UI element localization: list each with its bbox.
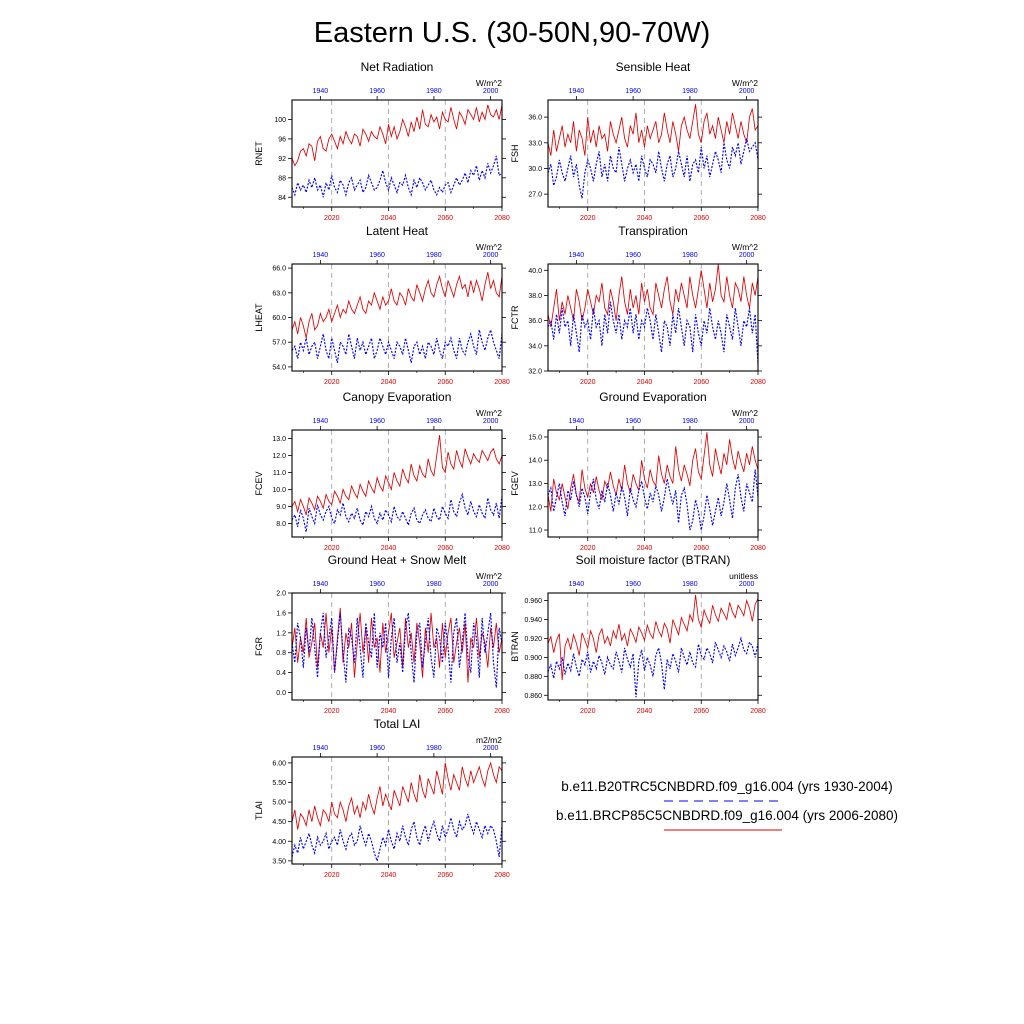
x-tick-label-bottom: 2080 <box>750 215 766 222</box>
y-tick-label: 6.00 <box>272 760 286 768</box>
x-tick-label-bottom: 2040 <box>380 872 397 879</box>
y-tick-label: 1.2 <box>276 630 286 638</box>
y-axis-label: FGEV <box>510 471 520 496</box>
plot-frame <box>548 100 758 207</box>
y-tick-label: 30.0 <box>528 165 542 173</box>
panel-fctr <box>510 224 766 386</box>
y-tick-label: 13.0 <box>272 435 286 443</box>
x-tick-label-top: 1960 <box>369 252 385 259</box>
x-tick-label-bottom: 2060 <box>693 545 710 552</box>
series-line-historical <box>548 638 758 697</box>
x-tick-label-top: 1960 <box>369 418 385 425</box>
x-tick-label-top: 2000 <box>482 418 499 425</box>
panel-title: Transpiration <box>618 224 688 238</box>
x-tick-label-top: 1980 <box>682 581 698 588</box>
y-tick-label: 0.900 <box>524 654 542 662</box>
x-tick-label-top: 1940 <box>312 252 329 259</box>
x-tick-label-top: 1960 <box>625 252 641 259</box>
y-tick-label: 0.960 <box>524 598 542 606</box>
panel-title: Ground Heat + Snow Melt <box>327 553 467 567</box>
y-tick-label: 11.0 <box>528 527 542 535</box>
y-tick-label: 60.0 <box>272 315 286 322</box>
y-tick-label: 14.0 <box>528 457 542 465</box>
x-tick-label-bottom: 2060 <box>437 379 454 386</box>
x-tick-label-bottom: 2080 <box>494 872 510 879</box>
y-tick-label: 33.0 <box>528 140 542 148</box>
x-tick-label-top: 2000 <box>738 252 755 259</box>
plot-frame <box>292 264 502 371</box>
y-tick-label: 32.0 <box>528 368 542 376</box>
y-tick-label: 9.0 <box>276 503 286 511</box>
panel-units: W/m^2 <box>475 408 502 418</box>
y-tick-label: 0.940 <box>524 617 542 625</box>
series-line-future <box>292 272 502 338</box>
x-tick-label-bottom: 2040 <box>636 379 653 386</box>
panel-units: unitless <box>729 571 758 581</box>
x-tick-label-bottom: 2020 <box>323 545 340 552</box>
legend <box>556 779 898 830</box>
y-axis-label: TLAI <box>254 800 264 821</box>
y-tick-label: 57.0 <box>272 339 286 347</box>
series-line-future <box>548 595 758 680</box>
x-tick-label-bottom: 2020 <box>579 215 596 222</box>
y-tick-label: 0.8 <box>276 650 286 658</box>
x-tick-label-bottom: 2040 <box>380 545 397 552</box>
series-line-historical <box>292 495 502 532</box>
y-axis-label: BTRAN <box>510 631 520 662</box>
y-tick-label: 0.860 <box>524 692 542 700</box>
panel-units: W/m^2 <box>731 78 758 88</box>
x-tick-label-bottom: 2060 <box>693 215 710 222</box>
y-tick-label: 92 <box>278 155 286 163</box>
y-axis-label: FCEV <box>254 471 264 496</box>
x-tick-label-bottom: 2020 <box>323 379 340 386</box>
y-axis-label: RNET <box>254 141 264 166</box>
panel-title: Sensible Heat <box>615 60 691 74</box>
x-tick-label-bottom: 2080 <box>494 215 510 222</box>
x-tick-label-bottom: 2020 <box>323 708 340 715</box>
y-axis-label: FSH <box>510 144 520 163</box>
x-tick-label-bottom: 2080 <box>494 379 510 386</box>
panel-units: W/m^2 <box>731 242 758 252</box>
x-tick-label-top: 1940 <box>568 88 585 95</box>
y-tick-label: 84 <box>278 194 286 202</box>
y-tick-label: 36.0 <box>528 114 542 122</box>
x-tick-label-top: 1980 <box>426 581 442 588</box>
x-tick-label-top: 2000 <box>482 581 499 588</box>
x-tick-label-top: 1960 <box>369 581 385 588</box>
x-tick-label-top: 2000 <box>738 418 755 425</box>
series-line-historical <box>548 139 758 199</box>
y-tick-label: 96 <box>278 136 286 144</box>
legend-historical-label: b.e11.B20TRC5CNBDRD.f09_g16.004 (yrs 1930-2004) <box>561 779 893 794</box>
panel-btran <box>510 553 766 715</box>
x-tick-label-top: 1980 <box>426 252 442 259</box>
y-tick-label: 38.0 <box>528 292 542 300</box>
series-line-historical <box>292 613 502 688</box>
x-tick-label-top: 2000 <box>738 581 755 588</box>
x-tick-label-top: 1980 <box>426 745 442 752</box>
y-tick-label: 63.0 <box>272 290 286 298</box>
y-tick-label: 12.0 <box>528 504 542 512</box>
y-tick-label: 0.880 <box>524 673 542 681</box>
y-tick-label: 27.0 <box>528 191 542 199</box>
x-tick-label-bottom: 2060 <box>693 708 710 715</box>
panel-fgr <box>254 553 510 715</box>
y-tick-label: 5.00 <box>272 799 286 807</box>
panel-title: Ground Evaporation <box>599 390 707 404</box>
series-line-historical <box>292 330 502 363</box>
panel-units: W/m^2 <box>475 242 502 252</box>
x-tick-label-top: 1960 <box>369 88 385 95</box>
x-tick-label-bottom: 2060 <box>437 872 454 879</box>
x-tick-label-bottom: 2080 <box>750 708 766 715</box>
y-tick-label: 88 <box>278 175 286 183</box>
x-tick-label-bottom: 2020 <box>579 708 596 715</box>
x-tick-label-bottom: 2040 <box>636 708 653 715</box>
y-tick-label: 13.0 <box>528 481 542 488</box>
x-tick-label-top: 2000 <box>482 252 499 259</box>
x-tick-label-top: 2000 <box>482 745 499 752</box>
x-tick-label-top: 1940 <box>312 581 329 588</box>
y-axis-label: LHEAT <box>254 303 264 332</box>
x-tick-label-bottom: 2080 <box>494 545 510 552</box>
y-tick-label: 0.4 <box>276 670 286 678</box>
x-tick-label-top: 1940 <box>312 88 329 95</box>
y-tick-label: 40.0 <box>528 267 542 275</box>
y-tick-label: 4.50 <box>272 819 286 827</box>
x-tick-label-top: 1940 <box>568 252 585 259</box>
x-tick-label-bottom: 2080 <box>750 379 766 386</box>
y-tick-label: 0.920 <box>524 635 542 643</box>
y-tick-label: 100 <box>274 116 286 124</box>
x-tick-label-top: 1960 <box>369 745 385 752</box>
y-tick-label: 3.50 <box>272 858 286 866</box>
y-axis-label: FCTR <box>510 305 520 330</box>
x-tick-label-bottom: 2040 <box>380 215 397 222</box>
panel-rnet <box>254 60 510 222</box>
x-tick-label-bottom: 2060 <box>693 379 710 386</box>
y-tick-label: 54.0 <box>272 364 286 372</box>
y-tick-label: 10.0 <box>272 486 286 494</box>
x-tick-label-bottom: 2060 <box>437 708 454 715</box>
plot-frame <box>548 593 758 700</box>
x-tick-label-bottom: 2020 <box>579 379 596 386</box>
x-tick-label-top: 1980 <box>682 252 698 259</box>
y-tick-label: 1.6 <box>276 610 286 618</box>
x-tick-label-top: 1960 <box>625 581 641 588</box>
x-tick-label-bottom: 2040 <box>636 545 653 552</box>
panel-fsh <box>510 60 766 222</box>
series-line-future <box>292 763 502 830</box>
series-line-future <box>292 105 502 166</box>
x-tick-label-bottom: 2060 <box>437 545 454 552</box>
panel-units: m2/m2 <box>476 735 502 745</box>
series-line-historical <box>292 814 502 861</box>
x-tick-label-bottom: 2040 <box>380 379 397 386</box>
panel-title: Canopy Evaporation <box>342 390 452 404</box>
panel-fgev <box>510 390 766 552</box>
y-tick-label: 12.0 <box>272 452 286 460</box>
y-tick-label: 5.50 <box>272 779 286 787</box>
panel-units: W/m^2 <box>475 571 502 581</box>
series-line-future <box>548 104 758 155</box>
x-tick-label-top: 1960 <box>625 88 641 95</box>
x-tick-label-top: 1980 <box>682 418 698 425</box>
x-tick-label-bottom: 2080 <box>494 708 510 715</box>
panel-lheat <box>254 224 510 386</box>
x-tick-label-top: 2000 <box>482 88 499 95</box>
x-tick-label-bottom: 2040 <box>636 215 653 222</box>
x-tick-label-top: 1980 <box>426 88 442 95</box>
x-tick-label-bottom: 2060 <box>437 215 454 222</box>
y-tick-label: 0.0 <box>276 690 286 698</box>
y-tick-label: 11.0 <box>272 469 286 477</box>
x-tick-label-bottom: 2080 <box>750 545 766 552</box>
y-tick-label: 34.0 <box>528 343 542 351</box>
x-tick-label-bottom: 2020 <box>579 545 596 552</box>
x-tick-label-top: 1980 <box>682 88 698 95</box>
panel-title: Total LAI <box>373 717 421 731</box>
x-tick-label-top: 1940 <box>312 745 329 752</box>
y-tick-label: 8.0 <box>276 520 286 528</box>
panel-title: Soil moisture factor (BTRAN) <box>575 553 731 567</box>
x-tick-label-bottom: 2020 <box>323 872 340 879</box>
series-line-historical <box>292 156 502 197</box>
panel-tlai <box>254 717 510 879</box>
x-tick-label-top: 2000 <box>738 88 755 95</box>
panel-title: Net Radiation <box>360 60 434 74</box>
figure-title: Eastern U.S. (30-50N,90-70W) <box>313 17 711 49</box>
panel-fcev <box>254 390 510 552</box>
panel-units: W/m^2 <box>475 78 502 88</box>
y-tick-label: 15.0 <box>528 434 542 442</box>
x-tick-label-bottom: 2020 <box>323 215 340 222</box>
y-tick-label: 36.0 <box>528 318 542 326</box>
legend-future-label: b.e11.BRCP85C5CNBDRD.f09_g16.004 (yrs 2006-2080) <box>556 808 898 823</box>
x-tick-label-bottom: 2040 <box>380 708 397 715</box>
y-tick-label: 66.0 <box>272 265 286 273</box>
y-tick-label: 4.00 <box>272 838 286 846</box>
y-tick-label: 2.0 <box>276 590 286 598</box>
x-tick-label-top: 1940 <box>568 581 585 588</box>
x-tick-label-top: 1980 <box>426 418 442 425</box>
y-axis-label: FGR <box>254 637 264 656</box>
series-line-future <box>548 432 758 511</box>
x-tick-label-top: 1940 <box>568 418 585 425</box>
panels-group <box>254 60 766 879</box>
x-tick-label-top: 1960 <box>625 418 641 425</box>
panel-title: Latent Heat <box>365 224 429 238</box>
x-tick-label-top: 1940 <box>312 418 329 425</box>
panel-units: W/m^2 <box>731 408 758 418</box>
